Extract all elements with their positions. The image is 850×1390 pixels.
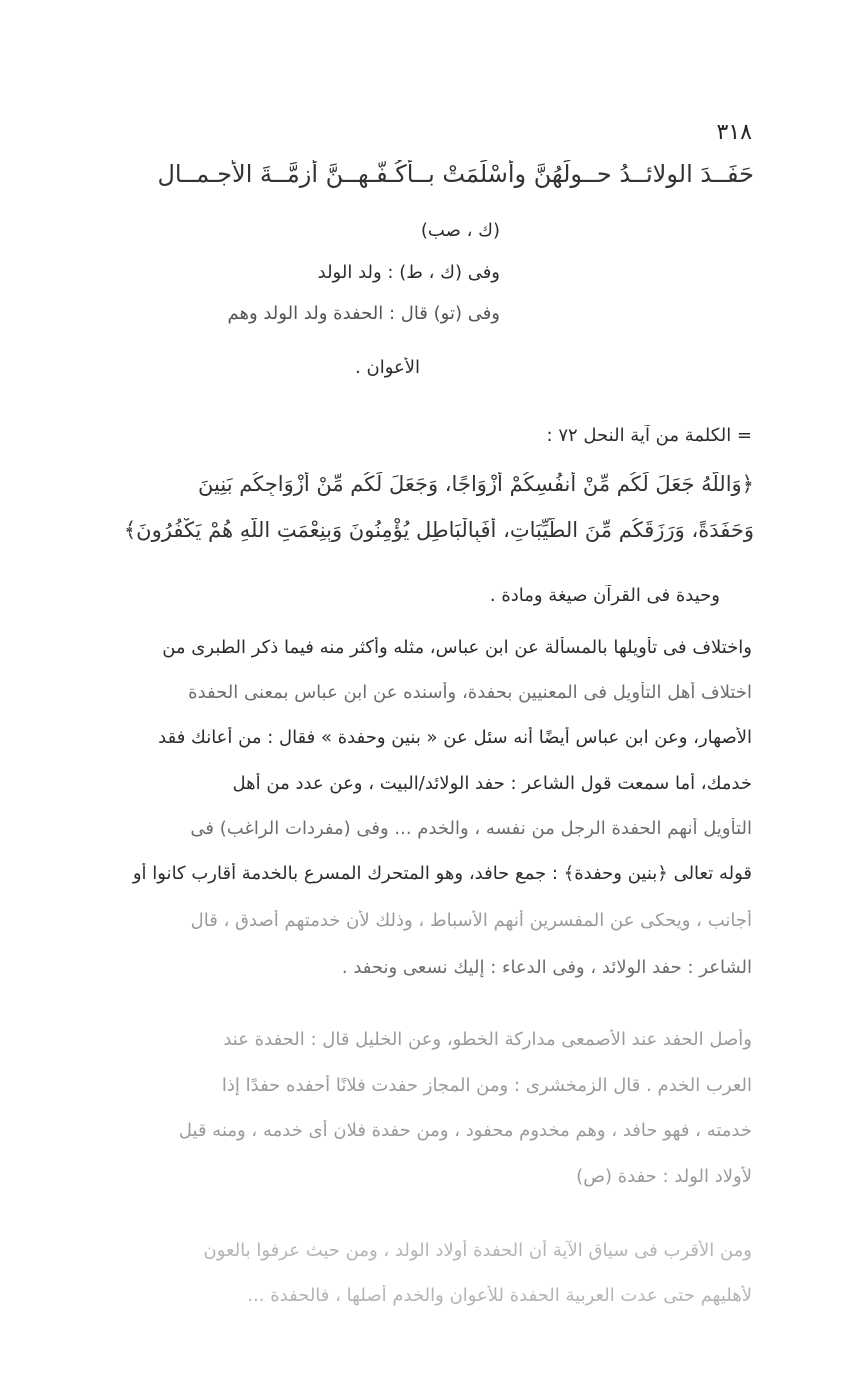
paragraph-line: لأهليهم حتى عدت العربية الحفدة للأعوان والخدم أصلها ، فالحفدة ... [247,1285,752,1306]
footnote-line: الأعوان . [355,357,420,378]
paragraph-line: لأولاد الولد : حفدة (ص) [576,1166,752,1187]
paragraph-line: واختلاف فى تأويلها بالمسألة عن ابن عباس، مثله وأكثر منه فيما ذكر الطبرى من [162,637,752,658]
paragraph-line: ومن الأقرب فى سياق الآية أن الحفدة أولاد الولد ، ومن حيث عرفوا بالعون [203,1240,752,1261]
paragraph-line: الأصهار، وعن ابن عباس أيضًا أنه سئل عن « بنين وحفدة » فقال : من أعانك فقد [158,727,752,748]
footnote-line: وفى (تو) قال : الحفدة ولد الولد وهم [227,303,500,324]
paragraph-line: العرب الخدم . قال الزمخشرى : ومن المجاز حفدت فلانًا أحفده حفدًا إذا [221,1075,752,1096]
page-number: ٣١٨ [716,120,752,145]
paragraph-line: اختلاف أهل التأويل فى المعنيين بحفدة، وأسنده عن ابن عباس بمعنى الحفدة [188,682,752,703]
section-heading: = الكلمة من آية النحل ٧٢ : [546,425,752,446]
poetry-verse: حَفَــدَ الولائــدُ حــولَهُنَّ وأسْلَمَتْ بــأكُـفّـهِــنَّ أزِمَّــةَ الأجـمــالِ [157,160,754,188]
paragraph-line: أجانب ، ويحكى عن المفسرين أنهم الأسباط ، وذلك لأن خدمتهم أصدق ، قال [190,910,752,931]
paragraph-line: قوله تعالى ﴿بنين وحفدة﴾ : جمع حافد، وهو المتحرك المسرع بالخدمة أقارب كانوا أو [132,863,752,884]
paragraph-line: خدمته ، فهو حافد ، وهم مخدوم محفود ، ومن حفدة فلان أى خدمه ، ومنه قيل [178,1120,752,1141]
text-line: وحيدة فى القرآن صيغة ومادة . [489,585,720,606]
paragraph-line: الشاعر : حفد الولائد ، وفى الدعاء : إليك نسعى ونحفد . [341,957,752,978]
quran-verse-line: وَحَفَدَةً، وَرَزَقَكُم مِّنَ الطَّيِّبَاتِ، أَفَبِالْبَاطِلِ يُؤْمِنُونَ وَبِنِعْمَتِ اللَّهِ هُمْ يَكْفُرُونَ﴾ [123,518,754,542]
footnote-line: وفى (ك ، ط) : ولد الولد [317,262,500,283]
paragraph-line: التأويل أنهم الحفدة الرجل من نفسه ، والخدم ... وفى (مفردات الراغب) فى [190,818,752,839]
quran-verse-line: ﴿وَاللَّهُ جَعَلَ لَكُم مِّنْ أَنفُسِكُمْ أَزْوَاجًا، وَجَعَلَ لَكُم مِّنْ أَزْوَاجِكُم بَنِينَ [198,472,754,496]
paragraph-line: وأصل الحفد عند الأصمعى مداركة الخطو، وعن الخليل قال : الحفدة عند [223,1029,752,1050]
footnote-line: (ك ، صب) [420,220,500,241]
paragraph-line: خدمك، أما سمعت قول الشاعر : حفد الولائد/البيت ، وعن عدد من أهل [232,773,752,794]
